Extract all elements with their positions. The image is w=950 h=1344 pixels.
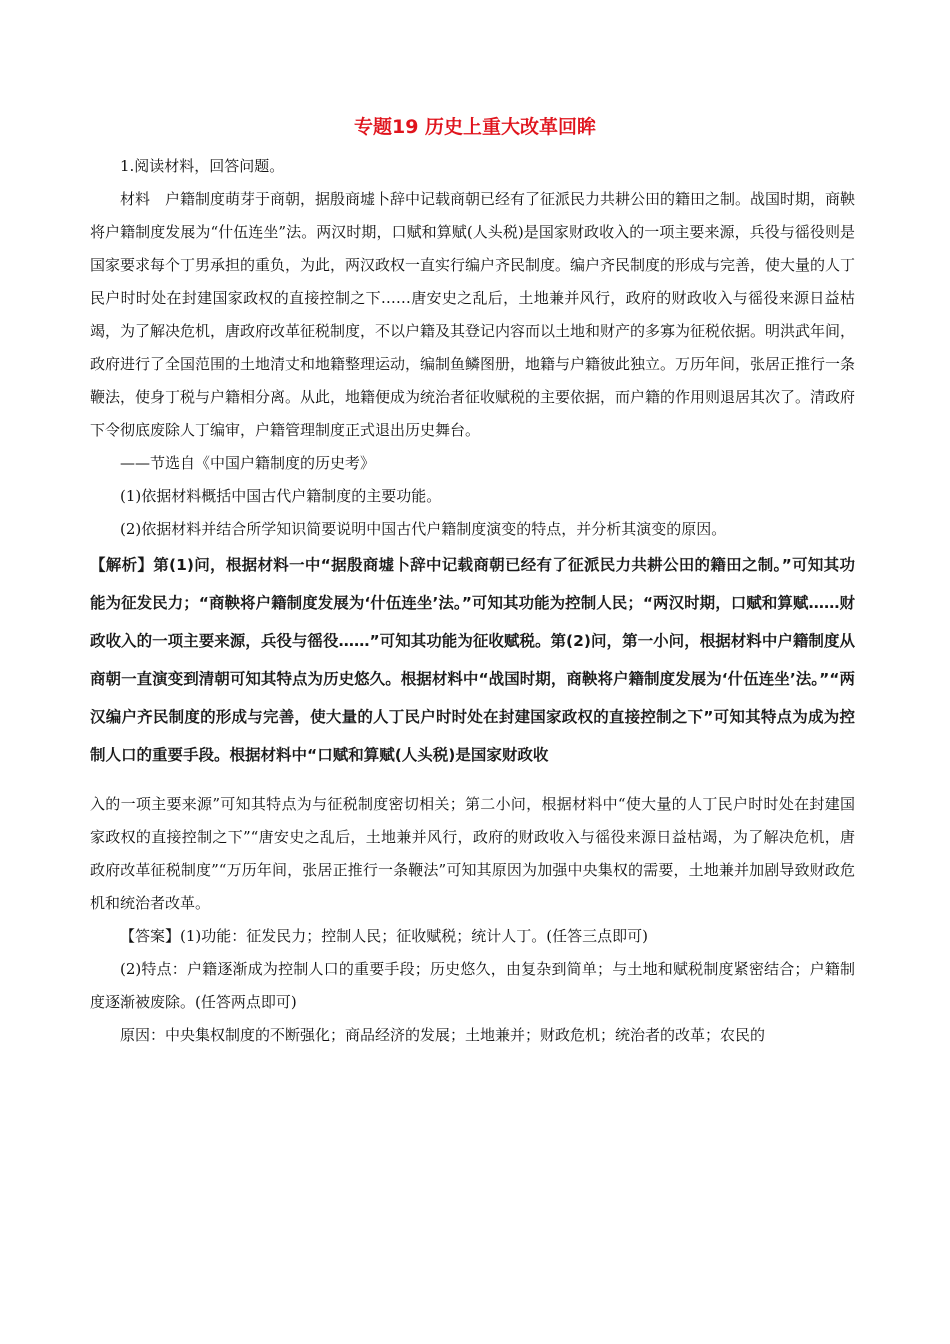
- answer-1: 【答案】(1)功能：征发民力；控制人民；征收赋税；统计人丁。(任答三点即可): [120, 927, 648, 945]
- material-source: ——节选自《中国户籍制度的历史考》: [120, 454, 376, 472]
- analysis-block: 【解析】第(1)问，根据材料一中“据殷商墟卜辞中记载商朝已经有了征派民力共耕公田的籍田之制。”可知其功能为征发民力；“商鞅将户籍制度发展为‘什伍连坐’法。”可知其功能为控制人民；“两汉时期，口赋和算赋……财政收入的一项主要来源，兵役与徭役……”可知其功能为征收赋税。第(2)问，第一小问，根据材料中户籍制度从商朝一直演变到清朝可知其特点为历史悠久。根据材料中“战国时期，商鞅将户籍制度发展为‘什伍连坐’法。”“两汉编户齐民制度的形成与完善，使大量的人丁民户时时处在封建国家政权的直接控制之下”可知其特点为成为控制人口的重要手段。根据材料中“口赋和算赋(人头税)是国家财政收: [90, 556, 855, 764]
- question-2: (2)依据材料并结合所学知识简要说明中国古代户籍制度演变的特点，并分析其演变的原因。: [120, 520, 727, 538]
- answer-2: (2)特点：户籍逐渐成为控制人口的重要手段；历史悠久，由复杂到简单；与土地和赋税制度紧密结合；户籍制度逐渐被废除。(任答两点即可): [90, 960, 855, 1011]
- document-body: [90, 150, 855, 1052]
- question-intro: 1.阅读材料，回答问题。: [120, 157, 285, 175]
- material-paragraph: 材料 户籍制度萌芽于商朝，据殷商墟卜辞中记载商朝已经有了征派民力共耕公田的籍田之制。战国时期，商鞅将户籍制度发展为“什伍连坐”法。两汉时期，口赋和算赋(人头税)是国家财政收入的一项主要来源，兵役与徭役则是国家要求每个丁男承担的重负，为此，两汉政权一直实行编户齐民制度。编户齐民制度的形成与完善，使大量的人丁民户时时处在封建国家政权的直接控制之下……唐安史之乱后，土地兼并风行，政府的财政收入与徭役来源日益枯竭，为了解决危机，唐政府改革征税制度，不以户籍及其登记内容而以土地和财产的多寡为征税依据。明洪武年间，政府进行了全国范围的土地清丈和地籍整理运动，编制鱼鳞图册，地籍与户籍彼此独立。万历年间，张居正推行一条鞭法，使身丁税与户籍相分离。从此，地籍便成为统治者征收赋税的主要依据，而户籍的作用则退居其次了。清政府下令彻底废除人丁编审，户籍管理制度正式退出历史舞台。: [90, 190, 856, 439]
- page-title: 专题19 历史上重大改革回眸: [353, 116, 597, 138]
- answer-3: 原因：中央集权制度的不断强化；商品经济的发展；土地兼并；财政危机；统治者的改革；农民的: [120, 1026, 766, 1044]
- question-1: (1)依据材料概括中国古代户籍制度的主要功能。: [120, 487, 442, 505]
- analysis-continuation: 入的一项主要来源”可知其特点为与征税制度密切相关；第二小问，根据材料中“使大量的人丁民户时时处在封建国家政权的直接控制之下”“唐安史之乱后，土地兼并风行，政府的财政收入与徭役来源日益枯竭，为了解决危机，唐政府改革征税制度”“万历年间，张居正推行一条鞭法”可知其原因为加强中央集权的需要，土地兼并加剧导致财政危机和统治者改革。: [90, 795, 855, 912]
- spacer: [90, 774, 855, 788]
